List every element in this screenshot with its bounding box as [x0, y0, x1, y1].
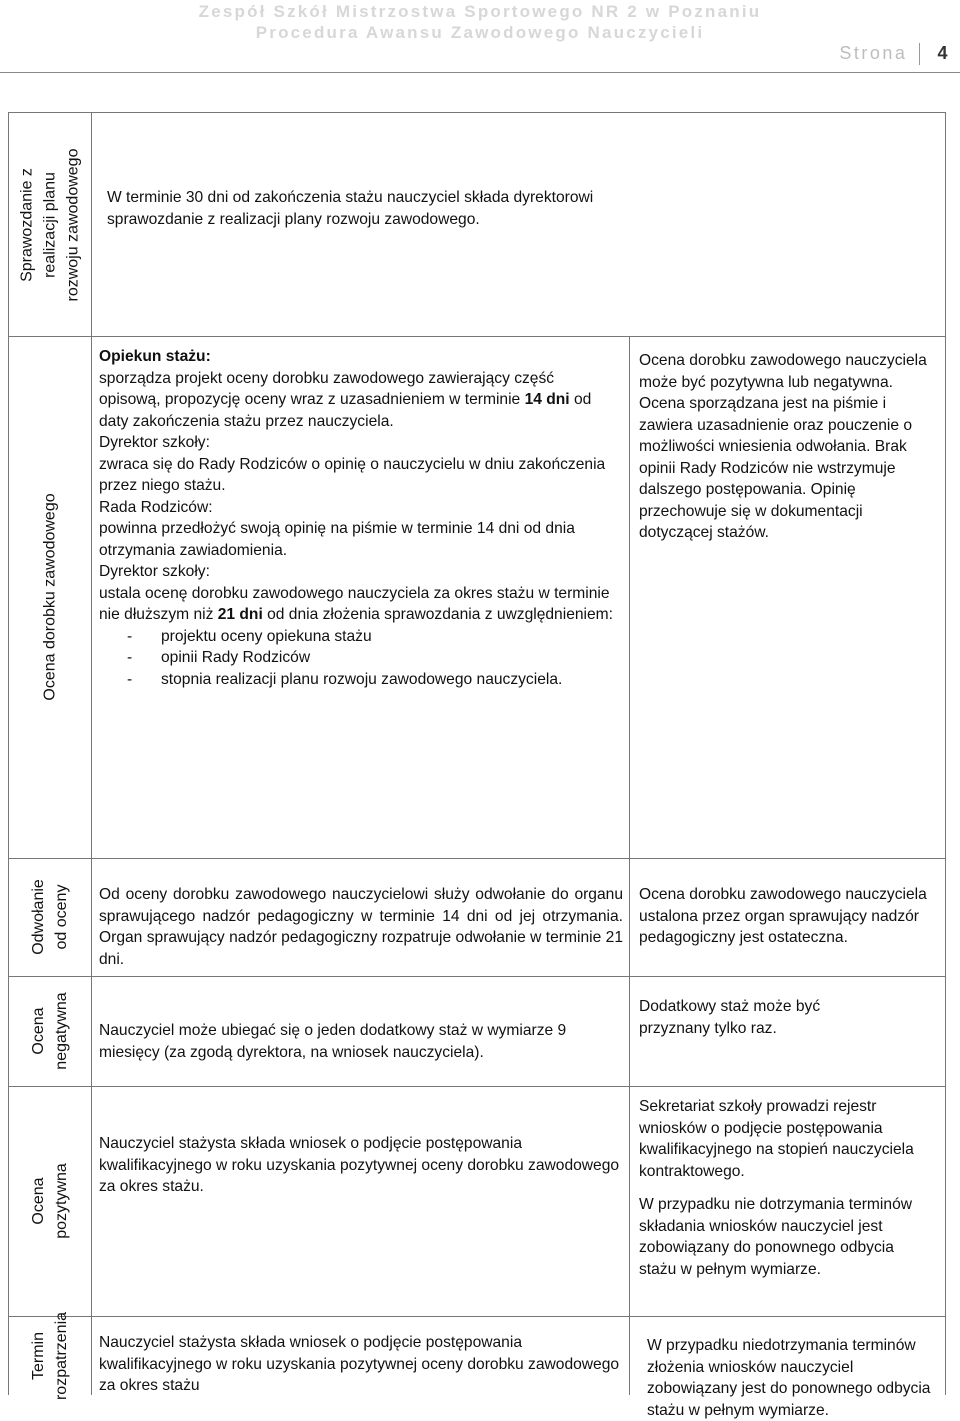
row-label-line: Ocena — [30, 1007, 47, 1055]
table-row-ocena-dorobku — [9, 336, 945, 859]
row-label-line: rozpatrzenia — [53, 1311, 70, 1400]
section-heading: Rada Rodziców: — [99, 498, 213, 516]
table-row-termin — [9, 1311, 945, 1419]
table-row-pozytywna — [9, 1086, 945, 1317]
row-content-cell — [91, 976, 630, 1086]
row-label-cell — [9, 1086, 92, 1316]
row-label — [27, 1311, 73, 1399]
row-text: Nauczyciel stażysta składa wniosek o podjęcie postępowania kwalifikacyjnego w roku uzyskania pozytywnej oceny dorobku zawodowego za okres stażu. — [99, 1135, 620, 1195]
row-label-line: Ocena — [30, 1177, 47, 1225]
row-label-cell — [9, 336, 92, 858]
row-label-cell — [9, 858, 92, 976]
row-content-cell — [91, 1086, 630, 1316]
row-label-cell — [9, 976, 92, 1086]
section-text: zwraca się do Rady Rodziców o opinię o nauczycielu w dniu zakończenia — [99, 455, 606, 473]
row-label: Ocena dorobku zawodowego — [41, 493, 59, 701]
row-text: Nauczyciel stażysta składa wniosek o podjęcie postępowania kwalifikacyjnego w roku uzyskania pozytywnej oceny dorobku zawodowego za okres stażu — [99, 1334, 620, 1394]
row-label-cell — [9, 1311, 92, 1400]
section-heading: Dyrektor szkoły: — [99, 434, 210, 451]
row-note-cell — [629, 1086, 945, 1316]
list-item: - opinii Rady Rodziców — [99, 647, 619, 669]
row-content-cell — [91, 113, 945, 336]
row-note-cell — [629, 858, 945, 976]
row-label-line: Odwołanie — [30, 879, 47, 955]
school-name: Zespół Szkół Mistrzostwa Sportowego NR 2 w Poznaniu — [198, 2, 762, 21]
row-text: W terminie 30 dni od zakończenia stażu nauczyciel składa dyrektorowi sprawozdanie z realizacji plany rozwoju zawodowego. — [107, 189, 594, 228]
row-content-cell — [91, 336, 630, 858]
section-heading: Opiekun stażu: — [99, 348, 211, 365]
row-text: Od oceny dorobku zawodowego nauczycielowi służy odwołanie do organu sprawującego nadzór pedagogiczny w terminie 14 dni od jej otrzymania. Organ sprawujący nadzór pedagogiczny rozpatruje odwołanie w terminie 21 dni. — [99, 886, 623, 968]
list-item: - projektu oceny opiekuna stażu — [99, 626, 619, 648]
header-divider — [0, 72, 960, 73]
page-header — [0, 0, 960, 100]
page-label: Strona — [839, 43, 908, 63]
text-span: ustala ocenę dorobku zawodowego nauczyciela za okres stażu w terminie nie dłuższym niż — [99, 584, 610, 623]
row-label-line: realizacji planu — [41, 171, 59, 278]
page-number-block — [839, 43, 950, 65]
row-content-cell — [91, 858, 630, 976]
table-row-odwolanie — [9, 858, 945, 977]
row-content-cell — [91, 1316, 630, 1395]
row-label — [16, 148, 85, 301]
row-label-line: rozwoju zawodowego — [64, 148, 82, 301]
criteria-list — [99, 626, 619, 691]
text-span: sporządza projekt oceny dorobku zawodowego zawierający część opisową, propozycję oceny wraz z uzasadnieniem w terminie — [99, 369, 555, 408]
row-note: Ocena dorobku zawodowego nauczyciela może być pozytywna lub negatywna. Ocena sporządzana jest na piśmie i zawiera uzasadnienie oraz pouczenie o możliwości wniesienia odwołania. Brak opinii Rady Rodziców nie wstrzymuje dalszego postępowania. Opinię przechowuje się w dokumentacji dotyczącej stażów. — [639, 352, 927, 541]
table-row-sprawozdanie — [9, 113, 945, 337]
text-span-bold: 14 dni — [524, 391, 570, 408]
page-separator — [919, 43, 920, 65]
row-text: Nauczyciel może ubiegać się o jeden dodatkowy staż w wymiarze 9 miesięcy (za zgodą dyrektora, na wniosek nauczyciela). — [99, 1022, 567, 1061]
row-note-cell — [629, 976, 945, 1086]
note-paragraph: Sekretariat szkoły prowadzi rejestr wniosków o podjęcie postępowania kwalifikacyjnego na stopień nauczyciela kontraktowego. — [639, 1098, 914, 1180]
text-span: od daty zakończenia stażu przez nauczyciela. — [99, 391, 592, 430]
section-heading: Dyrektor szkoły: — [99, 563, 210, 580]
procedure-table — [8, 112, 946, 1419]
page-number: 4 — [937, 43, 950, 63]
row-label — [27, 879, 73, 955]
section-text: przez niego stażu. — [99, 477, 226, 494]
list-item: - stopnia realizacji planu rozwoju zawodowego nauczyciela. — [99, 669, 619, 691]
row-label-line: Termin — [30, 1331, 47, 1380]
text-span: od dnia złożenia sprawozdania z uwzględnieniem: — [262, 606, 614, 623]
row-note-cell — [629, 336, 945, 858]
section-text: powinna przedłożyć swoją opinię na piśmie w terminie 14 dni od dnia otrzymania zawiadomienia. — [99, 520, 575, 559]
text-span-bold: 21 dni — [217, 606, 263, 623]
row-label — [27, 1163, 73, 1239]
section-text — [99, 583, 619, 626]
row-note — [639, 1096, 929, 1280]
row-note: Ocena dorobku zawodowego nauczyciela ustalona przez organ sprawujący nadzór pedagogiczny jest ostateczna. — [639, 886, 927, 946]
row-label-line: pozytywna — [53, 1163, 70, 1239]
row-note: Dodatkowy staż może być przyznany tylko raz. — [639, 998, 821, 1037]
row-label-line: Sprawozdanie z — [18, 167, 36, 282]
note-paragraph: W przypadku nie dotrzymania terminów składania wniosków nauczyciel jest zobowiązany do ponownego odbycia stażu w pełnym wymiarze. — [639, 1196, 912, 1278]
row-label-cell — [9, 113, 92, 336]
row-label-line: negatywna — [53, 992, 70, 1070]
table-row-negatywna — [9, 976, 945, 1087]
row-label — [27, 992, 73, 1069]
section-text — [99, 368, 619, 433]
row-text — [99, 346, 619, 690]
document-title: Procedura Awansu Zawodowego Nauczycieli — [255, 23, 705, 42]
row-label-line: od oceny — [53, 884, 70, 950]
row-note-cell — [629, 1316, 945, 1419]
row-note: W przypadku niedotrzymania terminów złożenia wniosków nauczyciel zobowiązany jest do ponownego odbycia stażu w pełnym wymiarze. — [647, 1337, 931, 1419]
